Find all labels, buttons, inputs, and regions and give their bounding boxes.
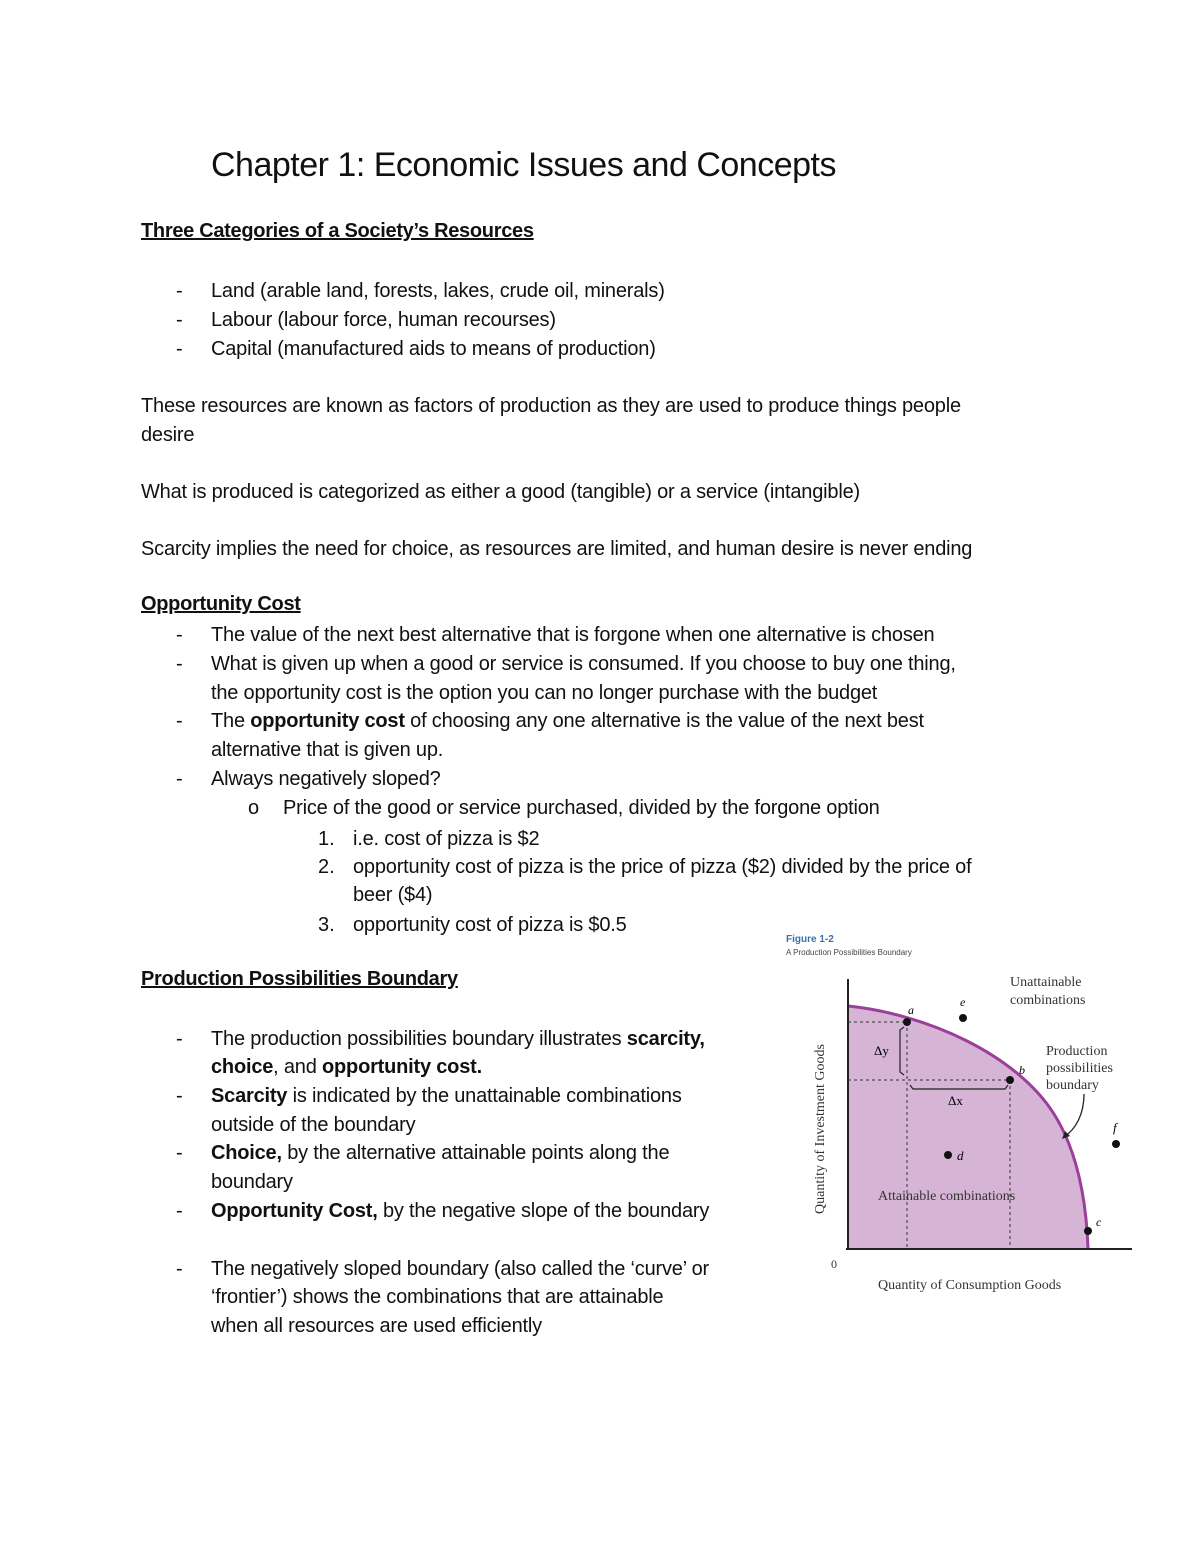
opportunity-cost-heading: Opportunity Cost [141, 593, 301, 615]
boundary-label: Production [1046, 1044, 1108, 1059]
list-item-continued: the opportunity cost is the option you can no longer purchase with the budget [211, 682, 878, 704]
list-number: 1. [318, 828, 335, 850]
text-span: by the alternative attainable points along the [281, 1142, 670, 1164]
point-c [1084, 1227, 1092, 1235]
bold-term: scarcity, [626, 1028, 705, 1050]
delta-y-label: Δy [874, 1043, 889, 1058]
list-item: Capital (manufactured aids to means of production) [211, 338, 656, 360]
point-b [1006, 1076, 1014, 1084]
boundary-label: boundary [1046, 1078, 1099, 1093]
sub-list-item: Price of the good or service purchased, divided by the forgone option [283, 797, 880, 819]
list-item-continued: ‘frontier’) shows the combinations that are attainable [211, 1286, 664, 1308]
text-span: is indicated by the unattainable combinations [287, 1085, 682, 1107]
list-dash: - [176, 338, 183, 360]
list-item [211, 1082, 682, 1111]
list-item-continued: outside of the boundary [211, 1114, 416, 1136]
label-b: b [1019, 1063, 1025, 1077]
paragraph: What is produced is categorized as either a good (tangible) or a service (intangible) [141, 481, 860, 503]
ppb-figure [786, 934, 1136, 1294]
bold-term: choice [211, 1056, 274, 1078]
figure-title: Figure 1-2 [786, 934, 834, 945]
numbered-item-continued: beer ($4) [353, 884, 433, 906]
list-dash: - [176, 1258, 183, 1280]
bold-term: opportunity cost [250, 710, 405, 732]
unattainable-label: Unattainable [1010, 975, 1082, 990]
figure-subtitle: A Production Possibilities Boundary [786, 948, 912, 957]
bold-term: opportunity cost. [322, 1056, 482, 1078]
label-f: f [1113, 1120, 1117, 1135]
list-item: The negatively sloped boundary (also called the ‘curve’ or [211, 1258, 709, 1280]
list-dash: - [176, 1200, 183, 1222]
list-dash: - [176, 653, 183, 675]
list-item: The value of the next best alternative that is forgone when one alternative is chosen [211, 624, 935, 646]
list-dash: - [176, 624, 183, 646]
point-f [1112, 1140, 1120, 1148]
list-dash: - [176, 710, 183, 732]
list-dash: - [176, 1085, 183, 1107]
paragraph: desire [141, 424, 195, 446]
y-axis-label: Quantity of Investment Goods [813, 1044, 828, 1214]
page-title: Chapter 1: Economic Issues and Concepts [211, 146, 836, 184]
boundary-label: possibilities [1046, 1061, 1113, 1076]
paragraph: These resources are known as factors of production as they are used to produce things people [141, 395, 961, 417]
x-axis-label: Quantity of Consumption Goods [878, 1278, 1062, 1293]
sub-bullet: o [248, 797, 260, 819]
list-item: Always negatively sloped? [211, 768, 441, 790]
resources-heading: Three Categories of a Society’s Resources [141, 220, 534, 242]
list-item: What is given up when a good or service is consumed. If you choose to buy one thing, [211, 653, 956, 675]
list-item [211, 707, 924, 736]
label-a: a [908, 1003, 914, 1017]
label-c: c [1096, 1215, 1102, 1229]
list-dash: - [176, 1028, 183, 1050]
list-item [211, 1139, 669, 1168]
ppb-heading: Production Possibilities Boundary [141, 968, 458, 990]
text-span: , and [273, 1056, 323, 1078]
ppb-diagram [786, 934, 1136, 1294]
list-item: Land (arable land, forests, lakes, crude oil, minerals) [211, 280, 665, 302]
list-item-continued: when all resources are used efficiently [211, 1315, 542, 1337]
point-e [959, 1014, 967, 1022]
point-d [944, 1151, 952, 1159]
list-item-continued [211, 1053, 482, 1082]
text-span: The production possibilities boundary illustrates [211, 1028, 627, 1050]
text-span: by the negative slope of the boundary [377, 1200, 710, 1222]
bold-term: Choice, [211, 1142, 282, 1164]
numbered-item: opportunity cost of pizza is the price of pizza ($2) divided by the price of [353, 856, 972, 878]
bold-term: Scarcity [211, 1085, 288, 1107]
list-item [211, 1025, 705, 1054]
list-number: 2. [318, 856, 335, 878]
list-dash: - [176, 309, 183, 331]
point-a [903, 1018, 911, 1026]
list-item-continued: alternative that is given up. [211, 739, 444, 761]
delta-x-label: Δx [948, 1093, 963, 1108]
paragraph: Scarcity implies the need for choice, as resources are limited, and human desire is never ending [141, 538, 973, 560]
list-dash: - [176, 280, 183, 302]
unattainable-label: combinations [1010, 993, 1086, 1008]
attainable-label: Attainable combinations [878, 1189, 1016, 1204]
numbered-item: i.e. cost of pizza is $2 [353, 828, 540, 850]
label-e: e [960, 995, 966, 1009]
list-dash: - [176, 1142, 183, 1164]
origin-label: 0 [831, 1257, 837, 1271]
numbered-item: opportunity cost of pizza is $0.5 [353, 914, 627, 936]
boundary-arrow [1064, 1094, 1084, 1137]
bold-term: Opportunity Cost, [211, 1200, 378, 1222]
list-dash: - [176, 768, 183, 790]
list-item: Labour (labour force, human recourses) [211, 309, 556, 331]
text-span: of choosing any one alternative is the value of the next best [404, 710, 924, 732]
list-item-continued: boundary [211, 1171, 293, 1193]
list-number: 3. [318, 914, 335, 936]
text-span: The [211, 710, 251, 732]
list-item [211, 1197, 709, 1226]
label-d: d [957, 1148, 964, 1163]
